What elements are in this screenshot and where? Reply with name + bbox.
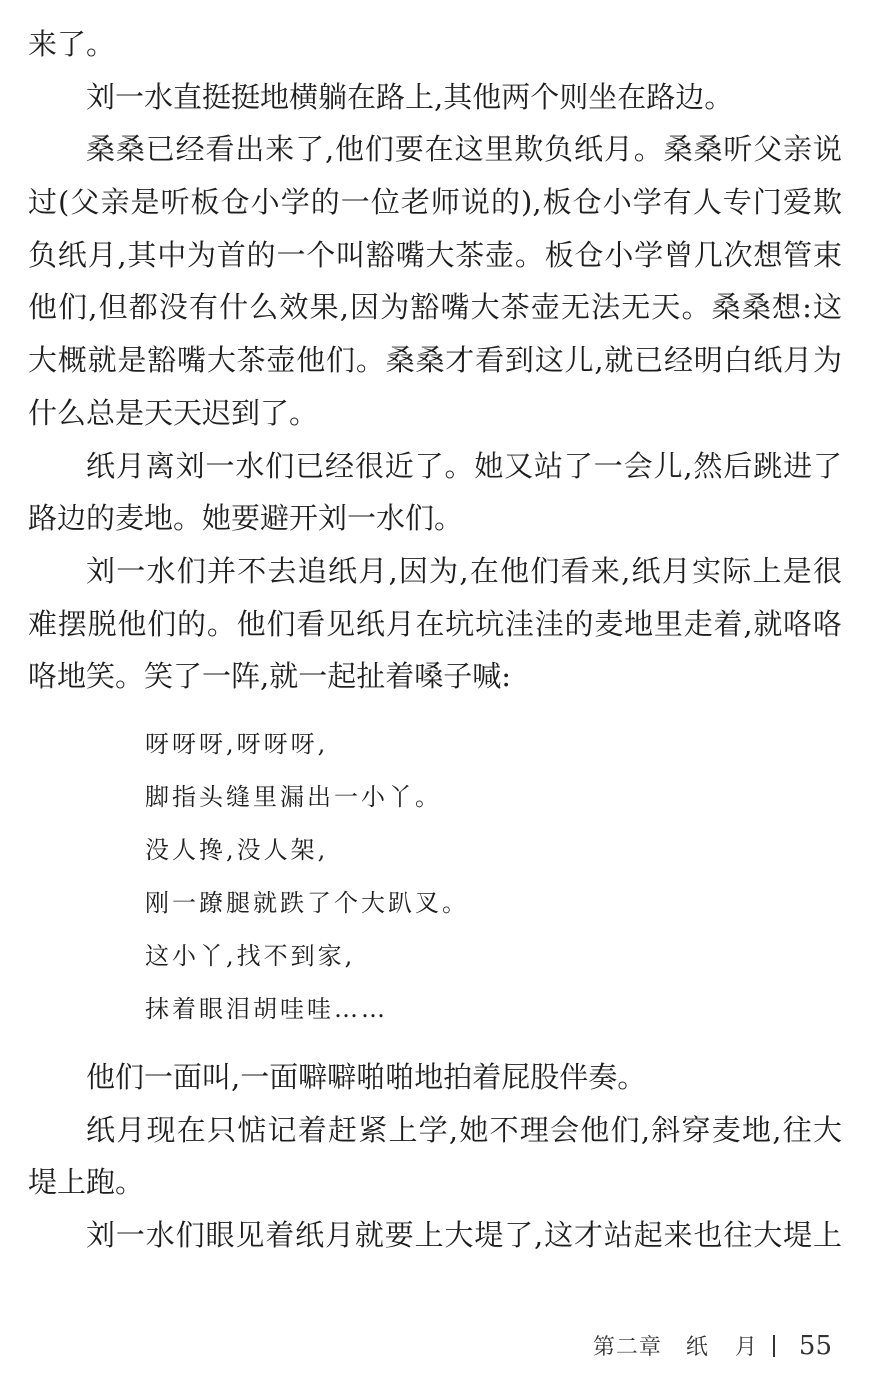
paragraph bbox=[28, 545, 842, 703]
poem-line: 抹着眼泪胡哇哇…… bbox=[145, 994, 388, 1023]
chapter-label: 第二章 bbox=[592, 1335, 662, 1360]
paragraph bbox=[28, 1104, 842, 1209]
text-line: 来了。 bbox=[28, 27, 116, 61]
chapter-title: 纸 月 bbox=[685, 1335, 767, 1360]
text-line: 他们,但都没有什么效果,因为豁嘴大茶壶无法无天。桑桑想:这 bbox=[28, 290, 842, 325]
footer-divider bbox=[773, 1335, 775, 1357]
text-line: 过(父亲是听板仓小学的一位老师说的),板仓小学有人专门爱欺 bbox=[28, 185, 842, 220]
text-line: 咯地笑。笑了一阵,就一起扯着嗓子喊: bbox=[28, 659, 511, 694]
text-line: 刘一水们并不去追纸月,因为,在他们看来,纸月实际上是很 bbox=[86, 553, 842, 588]
text-line: 刘一水直挺挺地横躺在路上,其他两个则坐在路边。 bbox=[86, 79, 734, 114]
text-line: 难摆脱他们的。他们看见纸月在坑坑洼洼的麦地里走着,就咯咯 bbox=[28, 606, 842, 641]
paragraph bbox=[28, 71, 842, 124]
paragraph bbox=[28, 1051, 842, 1104]
poem-line: 刚一蹽腿就跌了个大趴叉。 bbox=[145, 888, 469, 917]
paragraphs-before bbox=[28, 18, 842, 703]
page-number: 55 bbox=[798, 1330, 832, 1361]
text-line: 他们一面叫,一面噼噼啪啪地拍着屁股伴奏。 bbox=[86, 1059, 647, 1094]
poem-line: 这小丫,找不到家, bbox=[145, 941, 356, 970]
text-line: 纸月现在只惦记着赶紧上学,她不理会他们,斜穿麦地,往大 bbox=[86, 1112, 842, 1147]
poem-line: 脚指头缝里漏出一小丫。 bbox=[145, 782, 442, 811]
poem-line: 呀呀呀,呀呀呀, bbox=[145, 729, 329, 758]
paragraph bbox=[28, 123, 842, 439]
page-body bbox=[28, 18, 842, 1262]
text-line: 桑桑已经看出来了,他们要在这里欺负纸月。桑桑听父亲说 bbox=[86, 132, 842, 167]
poem-block bbox=[28, 718, 842, 1036]
paragraph bbox=[28, 440, 842, 545]
text-line: 什么总是天天迟到了。 bbox=[28, 395, 319, 430]
text-line: 负纸月,其中为首的一个叫豁嘴大茶壶。板仓小学曾几次想管束 bbox=[28, 237, 842, 272]
paragraph bbox=[28, 18, 842, 71]
text-line: 纸月离刘一水们已经很近了。她又站了一会儿,然后跳进了 bbox=[86, 448, 842, 483]
paragraph bbox=[28, 1209, 842, 1262]
poem-line: 没人搀,没人架, bbox=[145, 835, 329, 864]
text-line: 堤上跑。 bbox=[28, 1165, 145, 1200]
text-line: 路边的麦地。她要避开刘一水们。 bbox=[28, 501, 464, 536]
text-line: 刘一水们眼见着纸月就要上大堤了,这才站起来也往大堤上 bbox=[86, 1218, 842, 1252]
page-footer bbox=[593, 1330, 832, 1361]
paragraphs-after bbox=[28, 1051, 842, 1262]
text-line: 大概就是豁嘴大茶壶他们。桑桑才看到这儿,就已经明白纸月为 bbox=[28, 343, 842, 378]
